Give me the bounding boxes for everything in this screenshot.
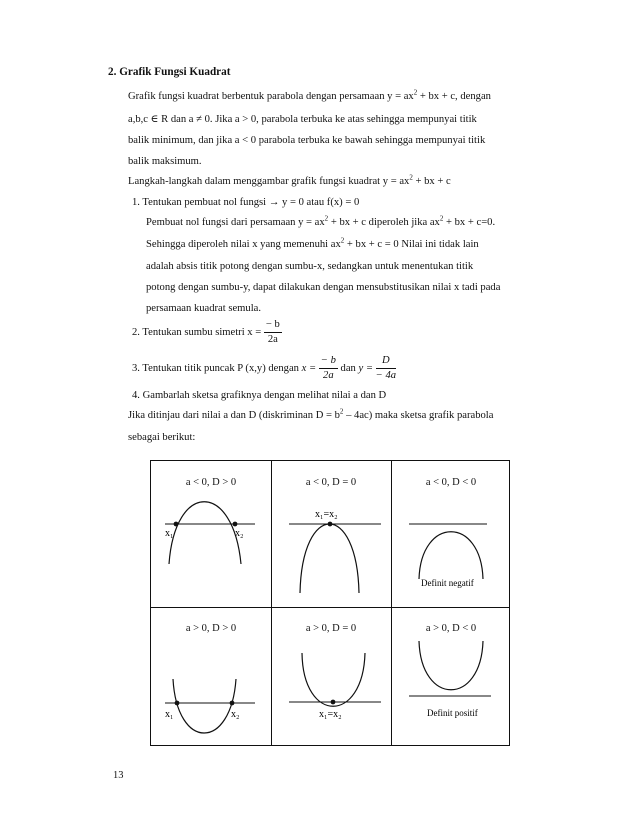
root-label-x1: x₁ xyxy=(165,528,174,539)
root-point xyxy=(174,522,179,527)
cell-title-pos-zero: a > 0, D = 0 xyxy=(305,623,357,634)
step1-title: 1. Tentukan pembuat nol fungsi → y = 0 atau f(x) = 0 xyxy=(132,197,360,208)
step1-line-4: potong dengan sumbu-y, dapat dilakukan dengan mensubstitusikan nilai x tadi pada xyxy=(146,282,501,293)
sketch-a-pos-d-neg xyxy=(409,641,491,718)
vertex-x-fraction: $\frac{- b}{2a}$ xyxy=(320,355,336,381)
vertex-y-fraction: $\frac{D}{- 4a}$ xyxy=(375,355,397,381)
root-label-x2: x₂ xyxy=(235,528,244,539)
sketch-a-pos-d-zero xyxy=(289,653,381,720)
cell-title-pos-neg: a > 0, D < 0 xyxy=(425,623,477,634)
intro-line-2: a,b,c ∈ R dan a ≠ 0. Jika a > 0, parabola terbuka ke atas sehingga mempunyai titik xyxy=(128,114,477,125)
definite-positive-label: Definit positif xyxy=(427,708,478,718)
definite-negative-label: Definit negatif xyxy=(421,578,474,588)
step1-line-1: Pembuat nol fungsi dari persamaan $y = ax^2$ + bx + c diperoleh jika $ax^2$ + bx + c=0. xyxy=(146,214,496,228)
intro-line-4: balik maksimum. xyxy=(128,156,202,167)
section-title: 2. Grafik Fungsi Kuadrat xyxy=(108,66,231,78)
step4-title: 4. Gambarlah sketsa grafiknya dengan melihat nilai a dan D xyxy=(132,390,387,401)
cell-title-neg-neg: a < 0, D < 0 xyxy=(425,477,477,488)
cell-title-neg-zero: a < 0, D = 0 xyxy=(305,477,357,488)
sketch-a-neg-d-zero xyxy=(289,509,381,593)
sketch-a-neg-d-pos xyxy=(165,502,255,564)
step4-line-2: sebagai berikut: xyxy=(128,432,196,443)
intro-line-3: balik minimum, dan jika a < 0 parabola terbuka ke bawah sehingga mempunyai titik xyxy=(128,135,486,146)
step3: 3. Tentukan titik puncak P (x,y) dengan x = $\frac{- b}{2a}$ dan y = $\frac{D}{- 4a}$ xyxy=(132,355,397,381)
parabola-up xyxy=(302,653,365,706)
sketch-a-pos-d-pos xyxy=(165,679,255,733)
root-label-double: x₁=x₂ xyxy=(319,709,342,720)
vertex-point xyxy=(328,522,333,527)
parabola-up xyxy=(173,679,236,733)
step2: 2. Tentukan sumbu simetri x = $\frac{- b}{2a}$ xyxy=(132,319,280,345)
step1-line-5: persamaan kuadrat semula. xyxy=(146,303,262,314)
sketch-a-neg-d-neg xyxy=(409,524,487,588)
root-point xyxy=(230,701,235,706)
vertex-point xyxy=(331,700,336,705)
root-label-x1: x₁ xyxy=(165,709,174,720)
parabola-up xyxy=(419,641,483,690)
step1-line-2: Sehingga diperoleh nilai x yang memenuhi $ax^2$ + bx + c = 0 Nilai ini tidak lain xyxy=(146,236,479,250)
page-number: 13 xyxy=(113,770,124,781)
step4-line-1: Jika ditinjau dari nilai a dan D (diskriminan $D = b^2 - 4ac$) maka sketsa grafik parabola xyxy=(128,407,494,421)
parabola-sketches xyxy=(151,461,509,745)
root-point xyxy=(233,522,238,527)
sketch-table xyxy=(150,460,510,746)
root-point xyxy=(175,701,180,706)
parabola-down xyxy=(419,532,483,579)
intro-line-1: Grafik fungsi kuadrat berbentuk parabola dengan persamaan $y = ax^2$ + bx + c, dengan xyxy=(128,88,491,102)
steps-intro: Langkah-langkah dalam menggambar grafik fungsi kuadrat $y = ax^2$ + bx + c xyxy=(128,173,451,187)
parabola-down xyxy=(169,502,241,564)
cell-title-pos-pos: a > 0, D > 0 xyxy=(185,623,237,634)
root-label-x2: x₂ xyxy=(231,709,240,720)
symmetry-fraction: $\frac{- b}{2a}$ xyxy=(265,319,280,345)
root-label-double: x₁=x₂ xyxy=(315,509,338,520)
cell-title-neg-pos: a < 0, D > 0 xyxy=(185,477,237,488)
parabola-down xyxy=(300,524,359,593)
step1-line-3: adalah absis titik potong dengan sumbu-x, sedangkan untuk menentukan titik xyxy=(146,261,474,272)
